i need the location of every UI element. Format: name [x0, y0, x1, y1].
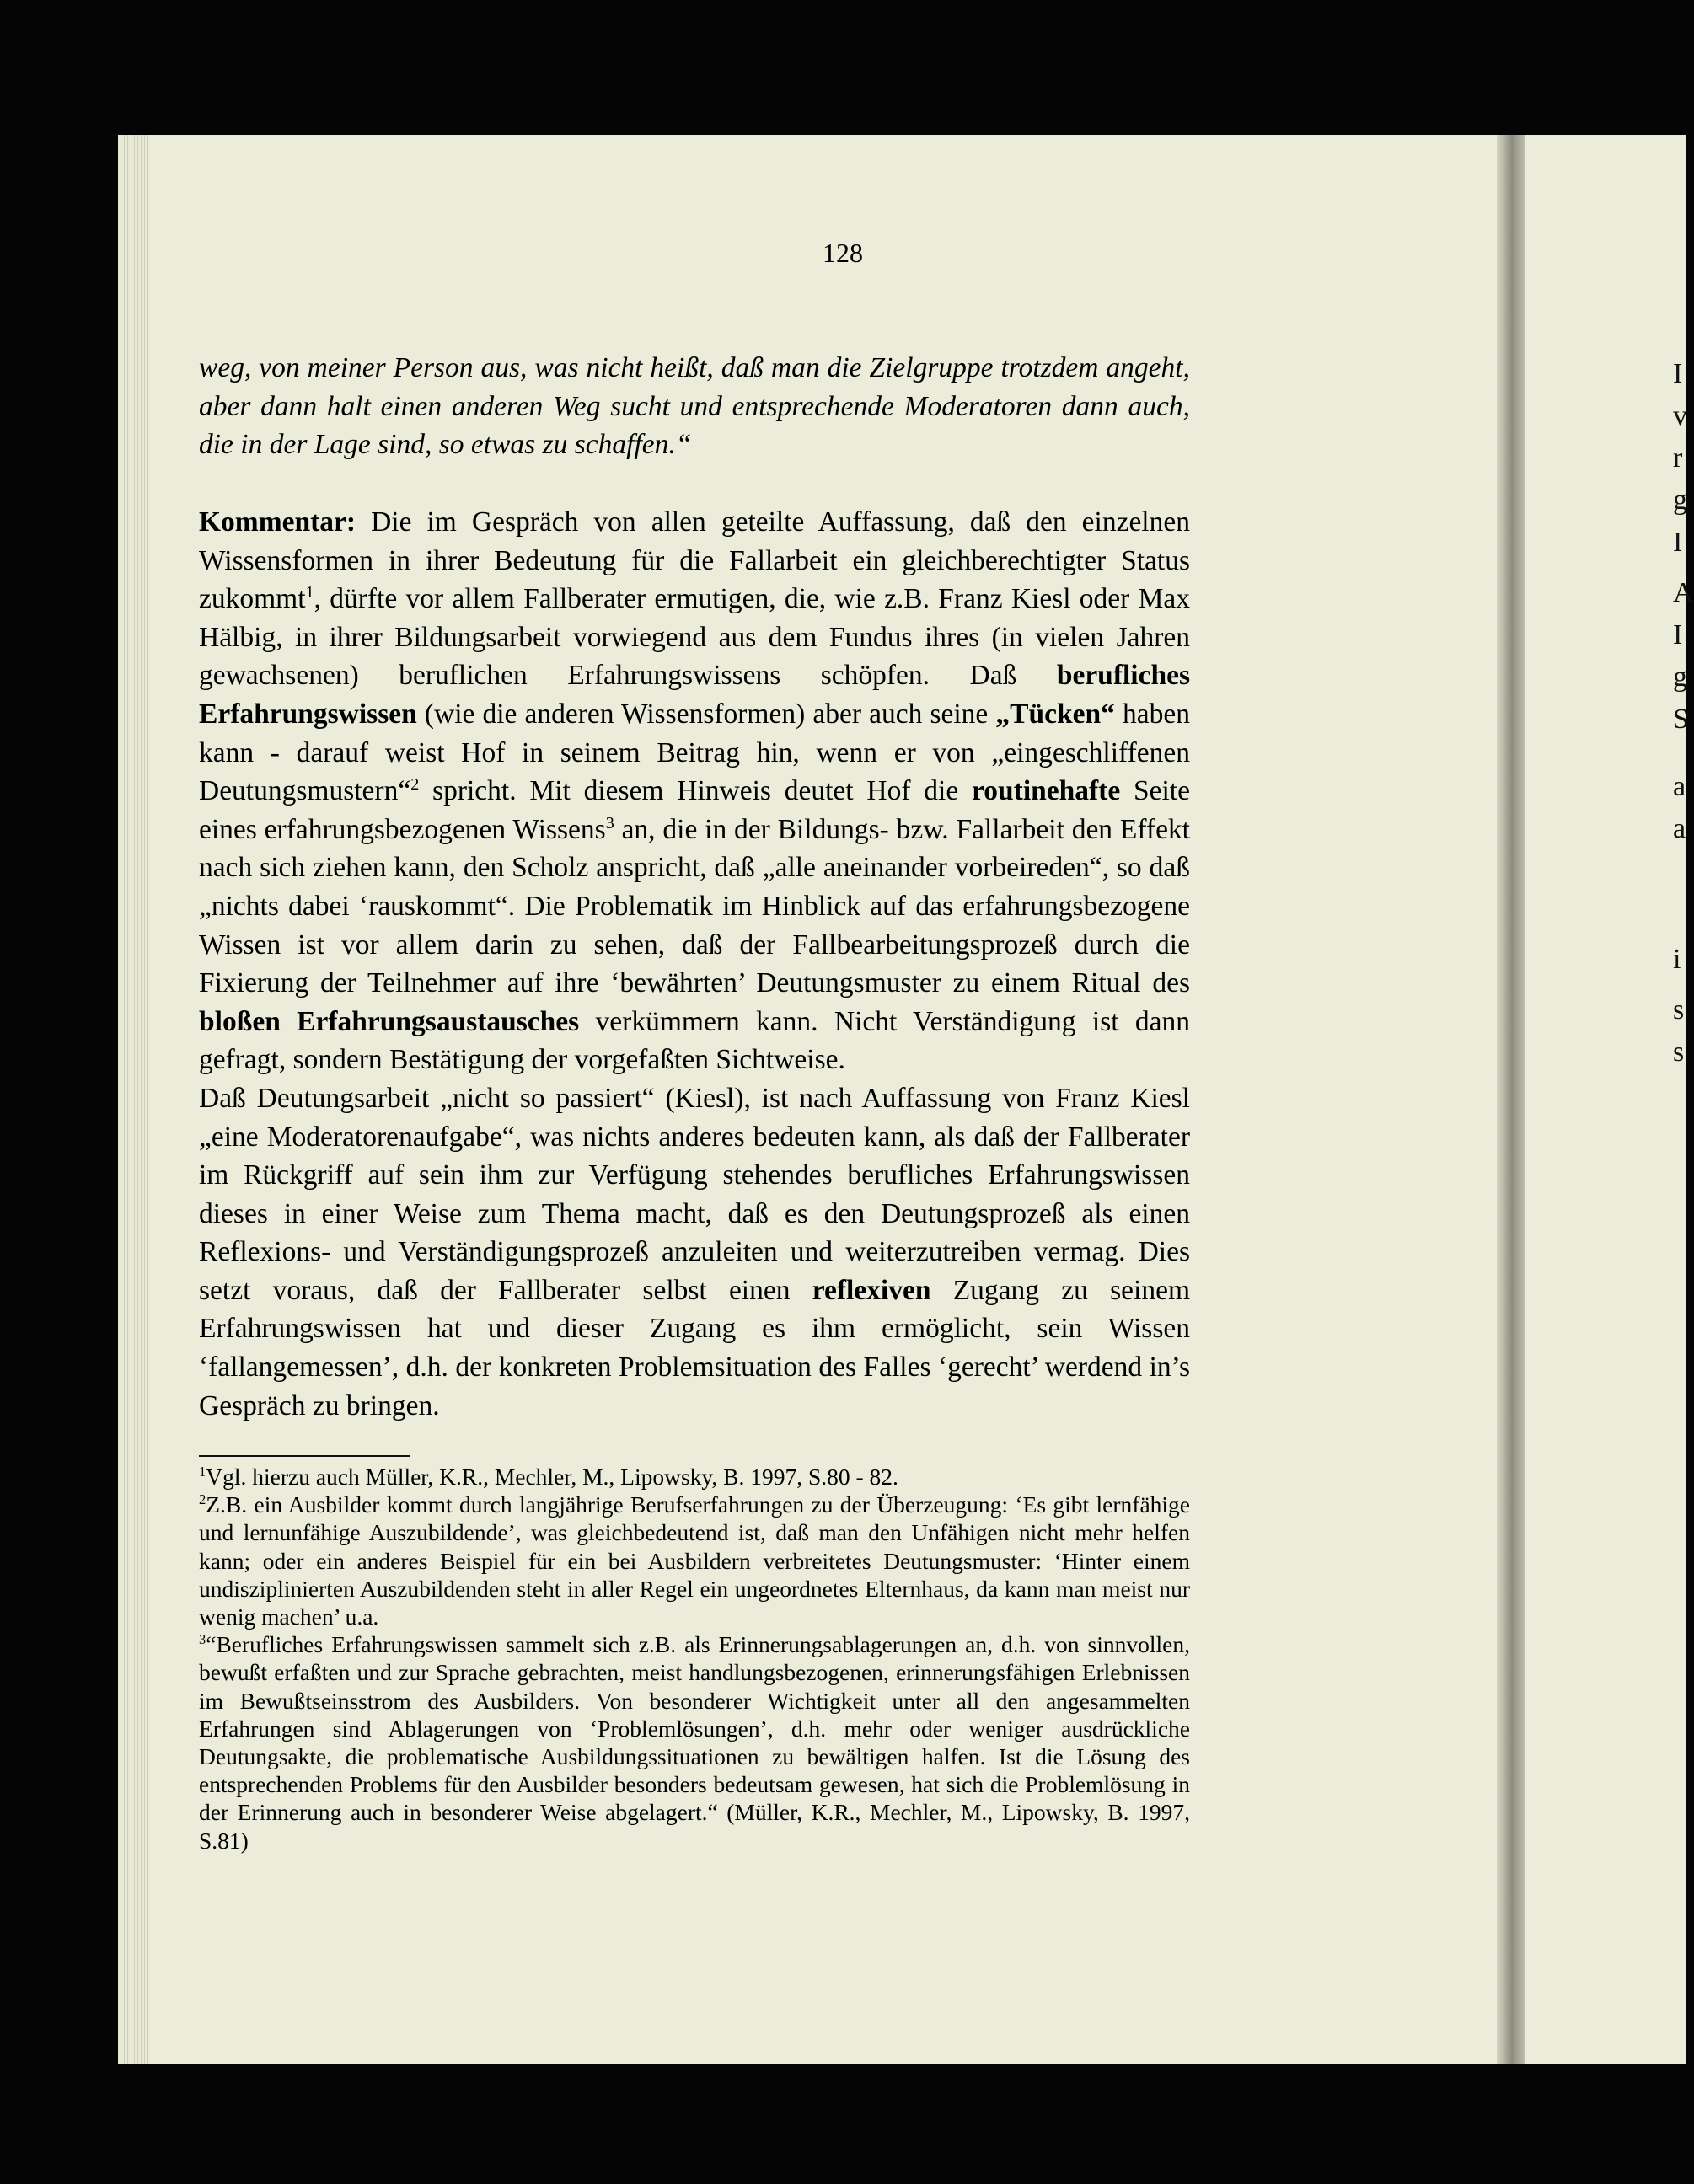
- commentary-section: [199, 503, 1190, 1425]
- commentary-text: Zugang zu seinem Erfahrungswissen hat und dieser Zugang es ihm ermöglicht, sein Wissen ‘fallangemessen’, d.h. der konkreten Problemsituation des Falles ‘gerecht’ werdend in’s Gespräch zu bringen.: [199, 1274, 1191, 1421]
- footnote-ref-3[interactable]: 3: [605, 813, 614, 832]
- footnote-ref-2[interactable]: 2: [410, 775, 420, 794]
- footnote-number: 1: [199, 1463, 206, 1480]
- book-gutter: [1497, 135, 1527, 2064]
- footnote-1: [199, 1463, 1190, 1491]
- next-page-letter: I: [1673, 358, 1683, 389]
- keyword-bold: reflexiven: [812, 1274, 931, 1306]
- footnote-number: 3: [199, 1631, 206, 1648]
- footnote-text: Z.B. ein Ausbilder kommt durch langjährige Berufserfahrungen zu der Überzeugung: ‘Es gibt lernfähige und lernunfähige Auszubildende’, was gleichbedeutend ist, daß man den Unfähigen nicht mehr helfen kann; oder ein anderes Beispiel für ein bei Ausbildern verbreitetes Deutungsmuster: ‘Hinter einem undisziplinierten Auszubildenden steht in aller Regel ein ungeordnetes Elternhaus, da kann man meist nur wenig machen’ u.a.: [199, 1491, 1190, 1630]
- footnote-2: [199, 1491, 1190, 1630]
- next-page-letter: I: [1673, 619, 1683, 650]
- commentary-text: spricht. Mit diesem Hinweis deutet Hof die: [419, 775, 973, 807]
- footnote-text: “Berufliches Erfahrungswissen sammelt sich z.B. als Erinnerungsablagerungen an, d.h. von sinnvollen, bewußt erfaßten und zur Sprache gebrachten, meist handlungsbezogenen, erinnerungsfähigen Erlebnissen im Bewußtseinsstrom des Ausbilders. Von besonderer Wichtigkeit unter all den angesammelten Erfahrungen sind Ablagerungen von ‘Problemlösungen’, d.h. mehr oder weniger ausdrückliche Deutungsakte, die problematische Ausbildungssituationen zu bewältigen halfen. Ist die Lösung des entsprechenden Problems für den Ausbilder besonders bedeutsam gewesen, hat sich die Problemlösung in der Erinnerung auch in besonderer Weise abgelagert.“ (Müller, K.R., Mechler, M., Lipowsky, B. 1997, S.81): [199, 1631, 1190, 1854]
- commentary-paragraph-1: [199, 503, 1190, 1079]
- commentary-text: an, die in der Bildungs- bzw. Fallarbeit den Effekt nach sich ziehen kann, den Scholz anspricht, daß „alle aneinander vorbeireden“, so daß „nichts dabei ‘rauskommt“. Die Problematik im Hinblick auf das erfahrungsbezogene Wissen ist vor allem darin zu sehen, daß der Fallbearbeitungsprozeß durch die Fixierung der Teilnehmer auf ihre ‘bewährten’ Deutungsmuster zu einem Ritual des: [199, 813, 1190, 999]
- footnote-ref-1[interactable]: 1: [305, 583, 314, 602]
- next-page-letter: g: [1673, 661, 1687, 693]
- next-page-edge: [1525, 135, 1686, 2064]
- next-page-letter: r: [1673, 442, 1683, 474]
- next-page-letter: S: [1673, 704, 1689, 735]
- keyword-bold: berufliches Erfahrungswissen: [199, 660, 1190, 730]
- page-number: 128: [823, 238, 863, 268]
- footnote-separator: [199, 1455, 410, 1457]
- keyword-bold: bloßen Erfahrungsaustausches: [199, 1005, 580, 1037]
- commentary-paragraph-2: [199, 1079, 1190, 1425]
- commentary-text: Seite eines erfahrungsbezogenen Wissens: [199, 775, 1190, 845]
- footnote-3: [199, 1630, 1190, 1855]
- next-page-letter: i: [1673, 944, 1681, 975]
- quote-text: weg, von meiner Person aus, was nicht heißt, daß man die Zielgruppe trotzdem angeht, aber dann halt einen anderen Weg sucht und entsprechende Moderatoren dann auch, die in der Lage sind, so etwas zu schaffen.“: [199, 352, 1190, 461]
- next-page-letter: a: [1673, 771, 1686, 802]
- footnote-number: 2: [199, 1491, 206, 1508]
- footnotes: [199, 1463, 1190, 1855]
- next-page-letter: A: [1673, 577, 1694, 608]
- commentary-text: (wie die anderen Wissensformen) aber auch seine: [416, 698, 996, 730]
- next-page-letter: s: [1673, 1036, 1685, 1068]
- commentary-text: haben kann - darauf weist Hof in seinem Beitrag hin, wenn er von „eingeschliffenen Deutungsmustern“: [199, 698, 1190, 807]
- next-page-letter: g: [1673, 484, 1687, 516]
- commentary-label: Kommentar:: [199, 506, 356, 538]
- next-page-letter: s: [1673, 994, 1685, 1025]
- interview-quote: [199, 349, 1190, 464]
- keyword-bold: routinehafte: [972, 775, 1121, 807]
- page-edges: [118, 135, 152, 2064]
- next-page-letter: a: [1673, 813, 1686, 844]
- next-page-letter: v: [1673, 400, 1687, 431]
- commentary-text: , dürfte vor allem Fallberater ermutigen, die, wie z.B. Franz Kiesl oder Max Hälbig, in ihrer Bildungsarbeit vorwiegend aus dem Fundus ihres (in vielen Jahren gewachsenen) beruflichen Erfahrungswissens schöpfen. Daß: [199, 583, 1190, 692]
- footnote-text: Vgl. hierzu auch Müller, K.R., Mechler, M., Lipowsky, B. 1997, S.80 - 82.: [206, 1464, 898, 1490]
- commentary-text: verkümmern kann. Nicht Verständigung ist dann gefragt, sondern Bestätigung der vorgefaßten Sichtweise.: [199, 1005, 1190, 1076]
- commentary-text: Die im Gespräch von allen geteilte Auffassung, daß den einzelnen Wissensformen in ihrer Bedeutung für die Fallarbeit ein gleichberechtigter Status zukommt: [199, 506, 1190, 615]
- next-page-letter: I: [1673, 527, 1683, 558]
- commentary-text: Daß Deutungsarbeit „nicht so passiert“ (Kiesl), ist nach Auffassung von Franz Kiesl „eine Moderatorenaufgabe“, was nichts anderes bedeuten kann, als daß der Fallberater im Rückgriff auf sein ihm zur Verfügung stehendes berufliches Erfahrungswissen dieses in einer Weise zum Thema macht, daß es den Deutungsprozeß als einen Reflexions- und Verständigungsprozeß anzuleiten und weiterzutreiben vermag. Dies setzt voraus, daß der Fallberater selbst einen: [199, 1082, 1190, 1306]
- keyword-bold: „Tücken“: [995, 698, 1115, 730]
